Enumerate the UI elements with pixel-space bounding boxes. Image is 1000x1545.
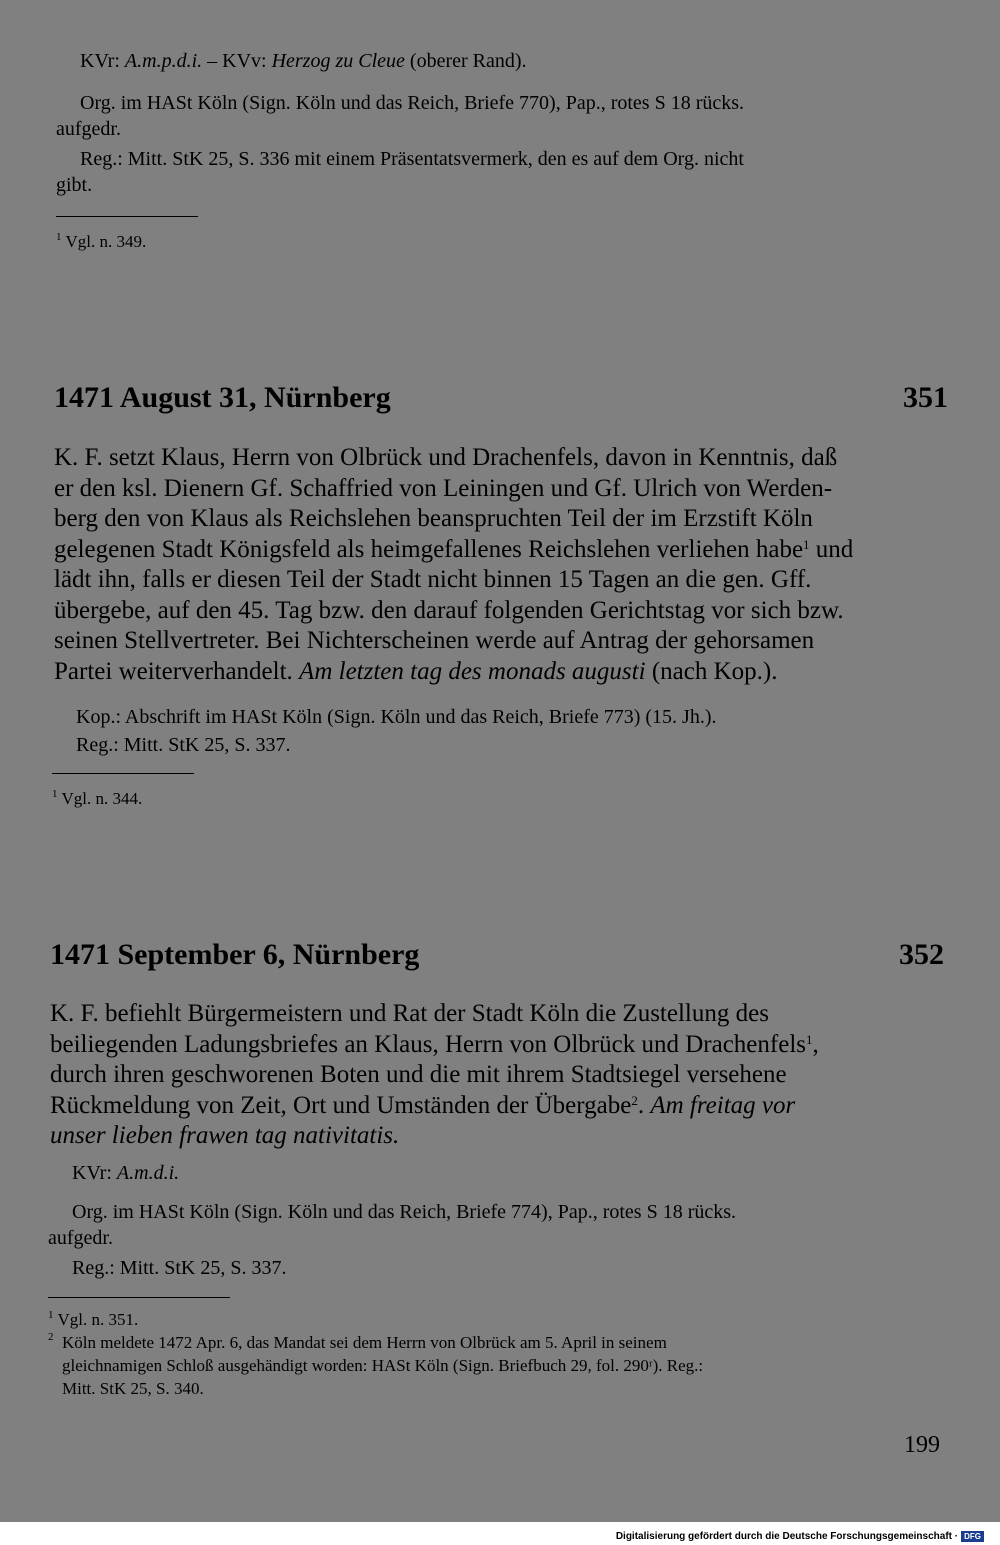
entry-351-kop: Kop.: Abschrift im HASt Köln (Sign. Köln und das Reich, Briefe 773) (15. Jh.). bbox=[76, 706, 717, 728]
footnote: $^1$ Vgl. n. 344. bbox=[52, 788, 143, 808]
footnote-rule bbox=[48, 1297, 230, 1298]
digitization-credit bbox=[616, 1531, 984, 1542]
credit-text: Digitalisierung gefördert durch die Deutsche Forschungsgemeinschaft · bbox=[615, 1531, 959, 1542]
entry-352-number: 352 bbox=[899, 938, 944, 971]
entry-352-reg: Reg.: Mitt. StK 25, S. 337. bbox=[72, 1257, 287, 1279]
org-line: Org. im HASt Köln (Sign. Köln und das Reich, Briefe 770), Pap., rotes S 18 rücks. bbox=[80, 92, 745, 114]
footnote: 2 Köln meldete 1472 Apr. 6, das Mandat sei dem Herrn von Olbrück am 5. April in seinem gleichnamigen Schloß ausgehändigt worden: HASt Köln (Sign. Briefbuch 29, fol. 290ʳ). Reg.: Mitt. StK 25, S. 340. bbox=[48, 1331, 704, 1398]
entry-352-kvr: KVr: A.m.d.i. bbox=[72, 1162, 180, 1184]
reg-line: Reg.: Mitt. StK 25, S. 336 mit einem Präsentatsvermerk, den es auf dem Org. nicht bbox=[80, 148, 744, 170]
org-line-cont: aufgedr. bbox=[56, 118, 121, 140]
entry-352-heading: 1471 September 6, Nürnberg bbox=[50, 938, 420, 971]
page-number: 199 bbox=[904, 1432, 940, 1458]
footnote: $^1$ Vgl. n. 351. bbox=[48, 1309, 139, 1329]
dfg-logo-icon: DFG bbox=[961, 1531, 984, 1542]
footnote-rule bbox=[56, 216, 198, 217]
footnote-rule bbox=[52, 773, 194, 774]
footnote: $^1$ Vgl. n. 349. bbox=[56, 231, 147, 251]
kvr-line: KVr: A.m.p.d.i. – KVv: Herzog zu Cleue (oberer Rand). bbox=[80, 50, 527, 72]
reg-line-cont: gibt. bbox=[56, 174, 93, 196]
entry-352-regest: K. F. befiehlt Bürgermeistern und Rat der Stadt Köln die Zustellung des beiliegenden Ladungsbriefes an Klaus, Herrn von Olbrück und Drachenfels$^1$, durch ihren geschworenen Boten und die mit ihrem Stadtsiegel versehene Rückmeldung von Zeit, Ort und Umständen der Übergabe$^2$. Am freitag vor unser lieben frawen tag nativitatis. bbox=[50, 1000, 819, 1149]
entry-351-number: 351 bbox=[903, 381, 948, 414]
entry-351-heading: 1471 August 31, Nürnberg bbox=[54, 381, 391, 414]
entry-351-regest: K. F. setzt Klaus, Herrn von Olbrück und Drachenfels, davon in Kenntnis, daß er den ksl. Dienern Gf. Schaffried von Leiningen und Gf. Ulrich von Werden- berg den von Klaus als Reichslehen beanspruchten Teil der im Erzstift Köln gelegenen Stadt Königsfeld als heimgefallenes Reichslehen verliehen habe$^1$ und lädt ihn, falls er diesen Teil der Stadt nicht binnen 15 Tagen an die gen. Gff. übergebe, auf den 45. Tag bzw. den darauf folgenden Gerichtstag vor sich bzw. seinen Stellvertreter. Bei Nichterscheinen werde auf Antrag der gehorsamen Partei weiterverhandelt. Am letzten tag des monads augusti (nach Kop.). bbox=[54, 444, 854, 685]
entry-351-reg: Reg.: Mitt. StK 25, S. 337. bbox=[76, 734, 291, 756]
entry-352-org-cont: aufgedr. bbox=[48, 1227, 113, 1249]
entry-352-org: Org. im HASt Köln (Sign. Köln und das Reich, Briefe 774), Pap., rotes S 18 rücks. bbox=[72, 1201, 737, 1223]
